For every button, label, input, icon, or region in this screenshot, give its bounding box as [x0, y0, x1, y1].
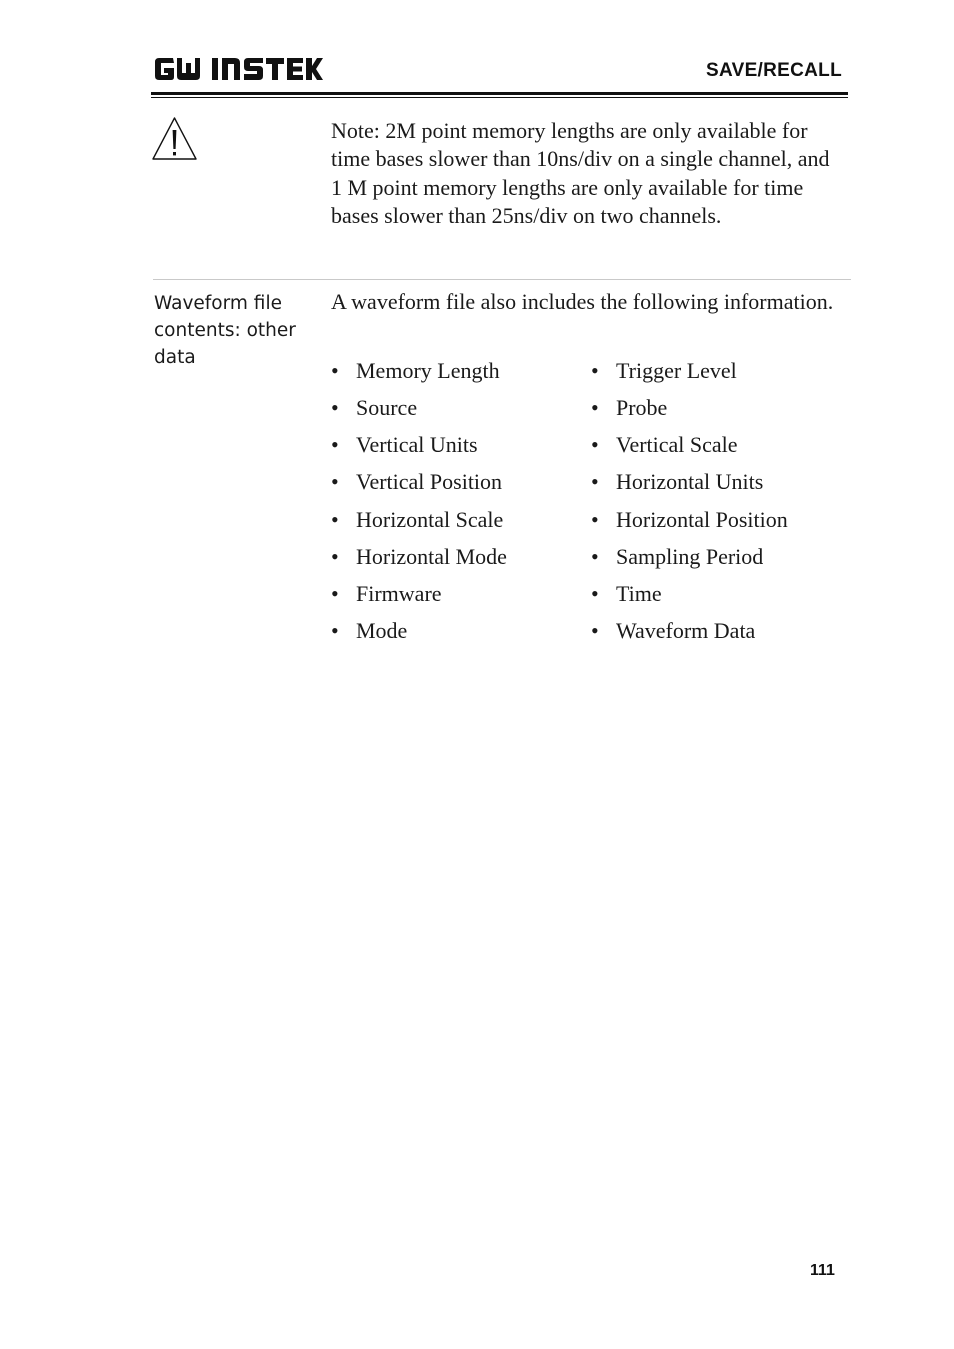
waveform-contents-label: Waveform file contents: other data	[154, 293, 296, 368]
bullet-icon: •	[331, 395, 339, 420]
caution-triangle-icon	[152, 116, 198, 162]
bullet-icon: •	[331, 544, 339, 569]
bullet-icon: •	[331, 358, 339, 383]
bullet-icon: •	[591, 618, 599, 643]
bullet-icon: •	[591, 432, 599, 457]
bullet-icon: •	[331, 432, 339, 457]
bullet-icon: •	[331, 469, 339, 494]
bullet-icon: •	[331, 581, 339, 606]
page-number: 111	[810, 1262, 835, 1279]
bullet-icon: •	[591, 395, 599, 420]
bullet-icon: •	[591, 507, 599, 532]
memory-length-note: Note: 2M point memory lengths are only available for time bases slower than 10ns/div on a single channel, and 1 M point memory lengths are only available for time bases slower than 25ns/div on two channels.	[331, 118, 830, 228]
section-title: SAVE/RECALL	[706, 60, 842, 81]
bullet-icon: •	[591, 544, 599, 569]
gw-instek-logo	[153, 55, 323, 85]
bullet-icon: •	[331, 618, 339, 643]
header-rule-thick	[151, 92, 848, 95]
bullet-icon: •	[591, 469, 599, 494]
bullet-icon: •	[591, 358, 599, 383]
header-rule-thin	[151, 97, 848, 98]
bullet-icon: •	[331, 507, 339, 532]
section-divider	[153, 279, 851, 280]
bullet-icon: •	[591, 581, 599, 606]
waveform-intro-text: A waveform file also includes the following information.	[331, 289, 834, 314]
